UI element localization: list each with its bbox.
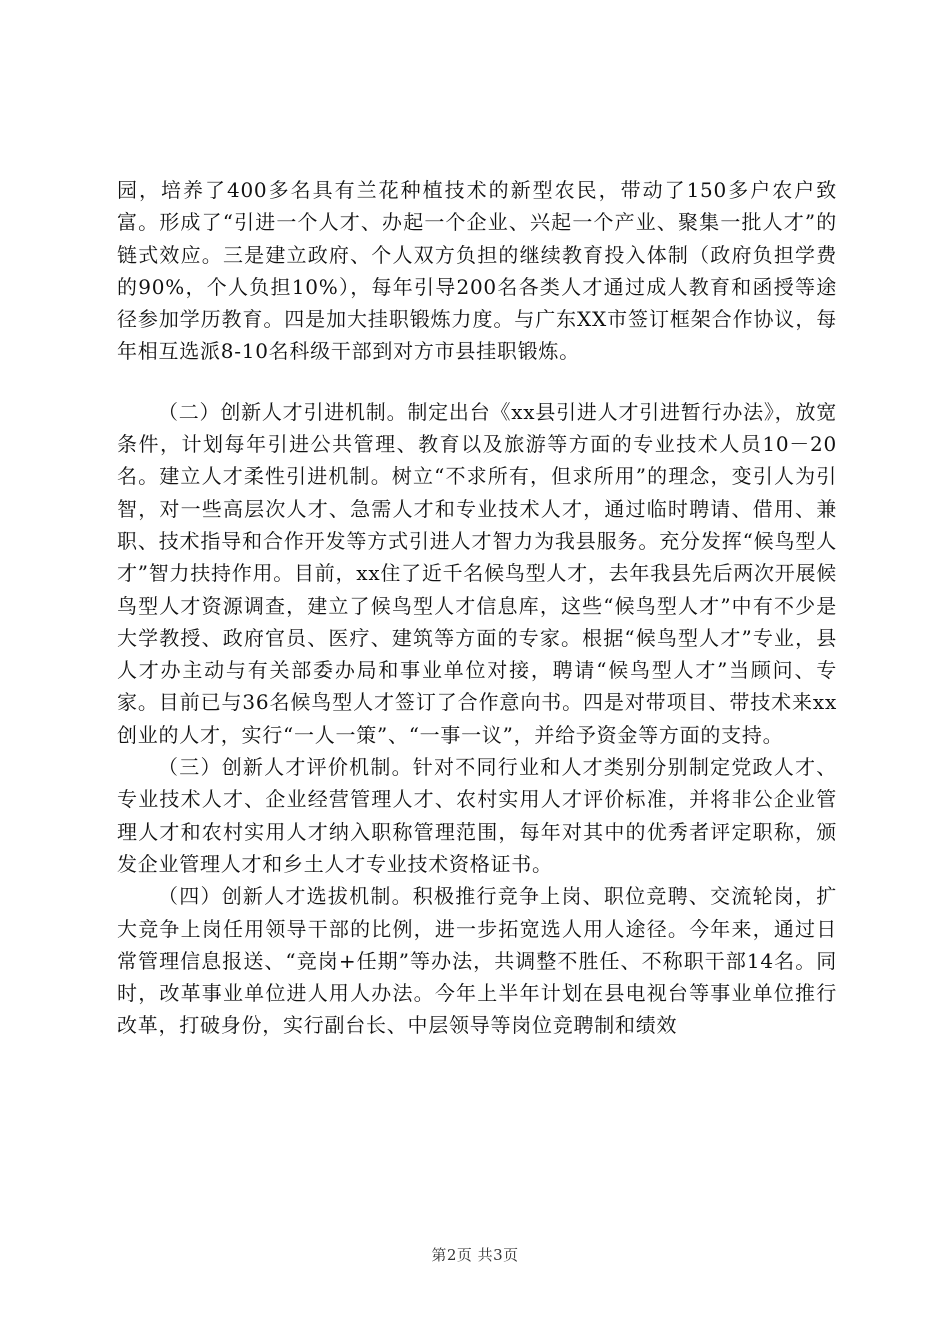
document-body (117, 174, 837, 1042)
paragraph-continuation: 园，培养了400多名具有兰花种植技术的新型农民，带动了150多户农户致富。形成了“引进一个人才、办起一个企业、兴起一个产业、聚集一批人才”的链式效应。三是建立政府、个人双方负担的继续教育投入体制（政府负担学费的90%，个人负担10%），每年引导200名各类人才通过成人教育和函授等途径参加学历教育。四是加大挂职锻炼力度。与广东XX市签订框架合作协议，每年相互选派8-10名科级干部到对方市县挂职锻炼。 (117, 178, 837, 364)
paragraph-talent-selection: （四）创新人才选拔机制。积极推行竞争上岗、职位竞聘、交流轮岗，扩大竞争上岗任用领导干部的比例，进一步拓宽选人用人途径。今年来，通过日常管理信息报送、“竞岗+任期”等办法，共调整不胜任、不称职干部14名。同时，改革事业单位进人用人办法。今年上半年计划在县电视台等事业单位推行改革，打破身份，实行副台长、中层领导等岗位竞聘制和绩效 (117, 884, 837, 1038)
paragraph-talent-introduction: （二）创新人才引进机制。制定出台《xx县引进人才引进暂行办法》，放宽条件，计划每年引进公共管理、教育以及旅游等方面的专业技术人员10－20名。建立人才柔性引进机制。树立“不求所有，但求所用”的理念，变引人为引智，对一些高层次人才、急需人才和专业技术人才，通过临时聘请、借用、兼职、技术指导和合作开发等方式引进人才智力为我县服务。充分发挥“候鸟型人才”智力扶持作用。目前，xx住了近千名候鸟型人才，去年我县先后两次开展候鸟型人才资源调查，建立了候鸟型人才信息库，这些“候鸟型人才”中有不少是大学教授、政府官员、医疗、建筑等方面的专家。根据“候鸟型人才”专业，县人才办主动与有关部委办局和事业单位对接，聘请“候鸟型人才”当顾问、专家。目前已与36名候鸟型人才签订了合作意向书。四是对带项目、带技术来xx创业的人才，实行“一人一策”、“一事一议”，并给予资金等方面的支持。 (117, 399, 837, 747)
page-footer: 第2页 共3页 (431, 1246, 519, 1264)
paragraph-talent-evaluation: （三）创新人才评价机制。针对不同行业和人才类别分别制定党政人才、专业技术人才、企业经营管理人才、农村实用人才评价标准，并将非公企业管理人才和农村实用人才纳入职称管理范围，每年对其中的优秀者评定职称，颁发企业管理人才和乡土人才专业技术资格证书。 (117, 755, 837, 876)
